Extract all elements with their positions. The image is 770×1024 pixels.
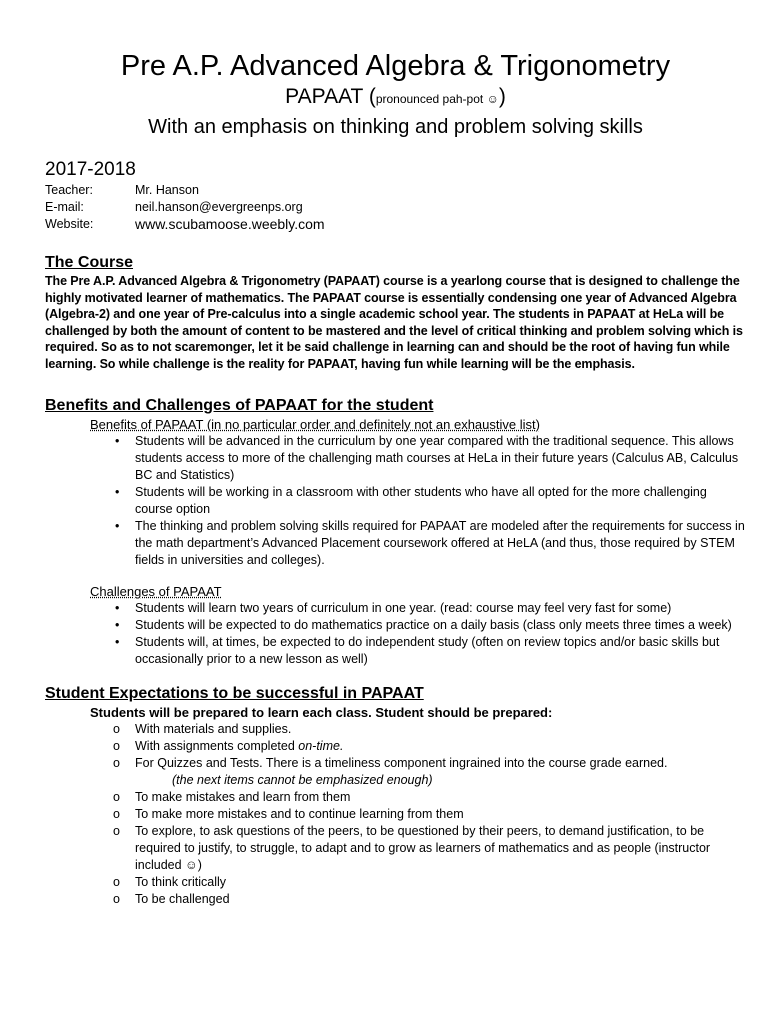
list-item-text: To make mistakes and learn from them bbox=[135, 790, 351, 804]
list-item bbox=[113, 874, 746, 891]
page-title: Pre A.P. Advanced Algebra & Trigonometry bbox=[120, 50, 671, 82]
course-acronym-main: PAPAAT ( bbox=[285, 85, 376, 108]
challenges-heading: Challenges of PAPAAT bbox=[90, 584, 222, 599]
list-item bbox=[113, 789, 746, 806]
circle-bullet-icon: o bbox=[113, 756, 120, 770]
list-item-text: For Quizzes and Tests. There is a timeliness component ingrained into the course grade earned. bbox=[135, 756, 668, 770]
benefits-list bbox=[45, 433, 746, 569]
email-link[interactable]: neil.hanson@evergreenps.org bbox=[135, 200, 303, 214]
circle-bullet-icon: o bbox=[113, 875, 120, 889]
course-acronym bbox=[45, 84, 746, 112]
list-item bbox=[113, 738, 746, 755]
circle-bullet-icon: o bbox=[113, 722, 120, 736]
website-link[interactable]: www.scubamoose.weebly.com bbox=[135, 216, 325, 232]
course-acronym-close: ) bbox=[498, 85, 506, 108]
list-item-text: With assignments completed bbox=[135, 739, 299, 753]
list-item-text: To explore, to ask questions of the peers, to be questioned by their peers, to demand justification, to be required to justify, to struggle, to adapt and to grow as learners of mathematics and as people (instructor included ☺) bbox=[135, 824, 711, 872]
teacher-value: Mr. Hanson bbox=[135, 183, 199, 197]
list-item bbox=[113, 721, 746, 738]
expectations-heading: Student Expectations to be successful in PAPAAT bbox=[45, 685, 424, 702]
list-item: • Students will be working in a classroom with other students who have all opted for the more challenging course option bbox=[135, 484, 746, 518]
expectations-list bbox=[45, 721, 746, 772]
circle-bullet-icon: o bbox=[113, 824, 120, 838]
emphasis-note: (the next items cannot be emphasized enough) bbox=[172, 773, 433, 787]
teacher-label: Teacher: bbox=[45, 183, 93, 197]
title-block bbox=[45, 48, 746, 142]
page-tagline: With an emphasis on thinking and problem solving skills bbox=[148, 116, 643, 138]
circle-bullet-icon: o bbox=[113, 807, 120, 821]
teacher-row bbox=[45, 182, 746, 199]
list-item: • Students will learn two years of curriculum in one year. (read: course may feel very fast for some) bbox=[135, 600, 746, 617]
challenges-list bbox=[45, 600, 746, 668]
email-row bbox=[45, 199, 746, 216]
expectations-lead: Students will be prepared to learn each class. Student should be prepared: bbox=[90, 705, 553, 720]
benefits-subheading: Benefits of PAPAAT (in no particular order and definitely not an exhaustive list) bbox=[90, 417, 540, 432]
emphasis-text: on-time. bbox=[298, 739, 344, 753]
contact-info bbox=[45, 182, 746, 233]
course-description: The Pre A.P. Advanced Algebra & Trigonometry (PAPAAT) course is a yearlong course that is designed to challenge the highly motivated learner of mathematics. The PAPAAT course is essentially condensing one year of Advanced Algebra (Algebra-2) and one year of Pre-calculus into a single academic school year. The students in PAPAAT at HeLa will be challenged by both the amount of content to be mastered and the level of critical thinking and problem solving which is required. So as to not scaremonger, let it be said challenge in learning can and should be the root of having fun while learning. So while challenge is the reality for PAPAAT, having fun while learning will be the emphasis. bbox=[45, 274, 743, 371]
list-item: • Students will, at times, be expected to do independent study (often on review topics and/or basic skills but occasionally prior to a new lesson as well) bbox=[135, 634, 746, 668]
website-label: Website: bbox=[45, 217, 94, 231]
list-item: • The thinking and problem solving skills required for PAPAAT are modeled after the requirements for success in the math department’s Advanced Placement coursework offered at HeLA (and thus, those required by STEM fields in universities and colleges). bbox=[135, 518, 746, 569]
list-item bbox=[113, 823, 746, 874]
list-item-text: With materials and supplies. bbox=[135, 722, 292, 736]
website-row bbox=[45, 216, 746, 233]
list-item: • Students will be expected to do mathematics practice on a daily basis (class only meets three times a week) bbox=[135, 617, 746, 634]
email-label: E-mail: bbox=[45, 200, 84, 214]
school-year: 2017-2018 bbox=[45, 159, 136, 180]
benefits-heading: Benefits and Challenges of PAPAAT for the student bbox=[45, 397, 434, 414]
list-item bbox=[113, 755, 746, 772]
list-item-text: To be challenged bbox=[135, 892, 230, 906]
list-item: • Students will be advanced in the curriculum by one year compared with the traditional sequence. This allows students access to more of the challenging math courses at HeLa in their future years (Calculus AB, Calculus BC and Statistics) bbox=[135, 433, 746, 484]
circle-bullet-icon: o bbox=[113, 739, 120, 753]
expectations-list-continued bbox=[45, 789, 746, 908]
circle-bullet-icon: o bbox=[113, 790, 120, 804]
pronunciation-note: pronounced pah-pot ☺ bbox=[375, 92, 499, 106]
list-item-text: To make more mistakes and to continue learning from them bbox=[135, 807, 464, 821]
course-heading: The Course bbox=[45, 254, 134, 271]
circle-bullet-icon: o bbox=[113, 892, 120, 906]
list-item bbox=[113, 891, 746, 908]
list-item-text: To think critically bbox=[135, 875, 226, 889]
list-item bbox=[113, 806, 746, 823]
